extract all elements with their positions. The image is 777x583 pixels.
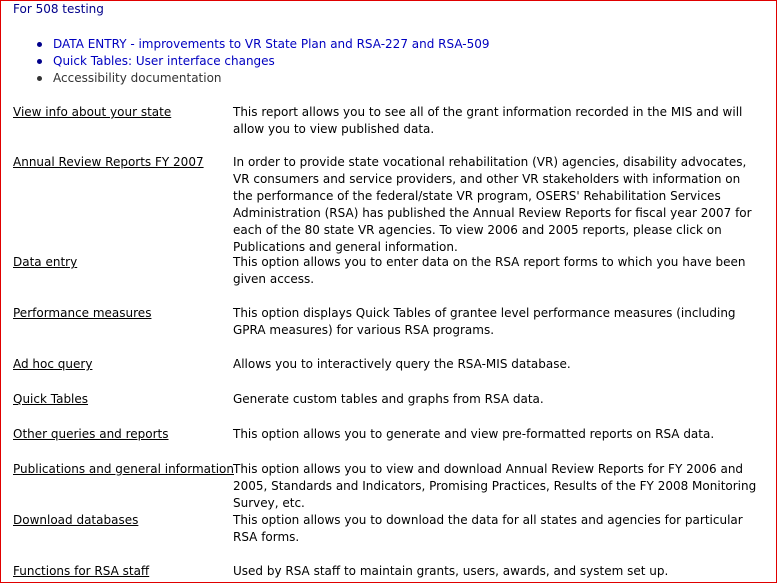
menu-row-description: In order to provide state vocational rehabilitation (VR) agencies, disability advocates, VR consumers and service providers, and other VR stakeholders with information on the performance of the federal/state VR program, OSERS' Rehabilitation Services Administration (RSA) has published the Annual Review Reports for fiscal year 2007 for each of the 80 state VR agencies. To view 2006 and 2005 reports, please click on Publications and general information. <box>233 155 752 254</box>
note-label[interactable]: DATA ENTRY - improvements to VR State Plan and RSA-227 and RSA-509 <box>53 37 490 51</box>
bullet-icon <box>37 76 42 81</box>
menu-row-description: Used by RSA staff to maintain grants, users, awards, and system set up. <box>233 564 669 578</box>
menu-row-description: This option allows you to generate and view pre-formatted reports on RSA data. <box>233 427 715 441</box>
note-accessibility-documentation <box>1 70 490 87</box>
menu-row-description: This report allows you to see all of the grant information recorded in the MIS and will allow you to view published data. <box>233 105 743 136</box>
menu-row-description: This option allows you to enter data on the RSA report forms to which you have been given access. <box>233 255 746 286</box>
update-notes-list <box>1 36 490 87</box>
data-entry-link[interactable]: Data entry <box>13 255 78 269</box>
page-heading: For 508 testing <box>13 2 104 16</box>
menu-row-description: This option allows you to download the data for all states and agencies for particular RSA forms. <box>233 513 743 544</box>
note-label: Accessibility documentation <box>53 71 222 85</box>
note-label[interactable]: Quick Tables: User interface changes <box>53 54 275 68</box>
publications-general-info-link[interactable]: Publications and general information <box>13 462 234 476</box>
bullet-icon <box>37 59 42 64</box>
annual-review-reports-link[interactable]: Annual Review Reports FY 2007 <box>13 155 204 169</box>
other-queries-reports-link[interactable]: Other queries and reports <box>13 427 169 441</box>
menu-row-description: This option allows you to view and download Annual Review Reports for FY 2006 and 2005, Standards and Indicators, Promising Practices, Results of the FY 2008 Monitoring Survey, etc. <box>233 462 757 510</box>
view-state-info-link[interactable]: View info about your state <box>13 105 172 119</box>
quick-tables-link[interactable]: Quick Tables <box>13 392 89 406</box>
menu-row-description: Generate custom tables and graphs from RSA data. <box>233 392 544 406</box>
download-databases-link[interactable]: Download databases <box>13 513 139 527</box>
ad-hoc-query-link[interactable]: Ad hoc query <box>13 357 93 371</box>
note-data-entry-improvements[interactable] <box>1 36 490 53</box>
menu-row-description: Allows you to interactively query the RSA-MIS database. <box>233 357 571 371</box>
menu-row-description: This option displays Quick Tables of grantee level performance measures (including GPRA measures) for various RSA programs. <box>233 306 736 337</box>
bullet-icon <box>37 42 42 47</box>
rsa-staff-functions-link[interactable]: Functions for RSA staff <box>13 564 150 578</box>
performance-measures-link[interactable]: Performance measures <box>13 306 152 320</box>
note-quick-tables-changes[interactable] <box>1 53 490 70</box>
